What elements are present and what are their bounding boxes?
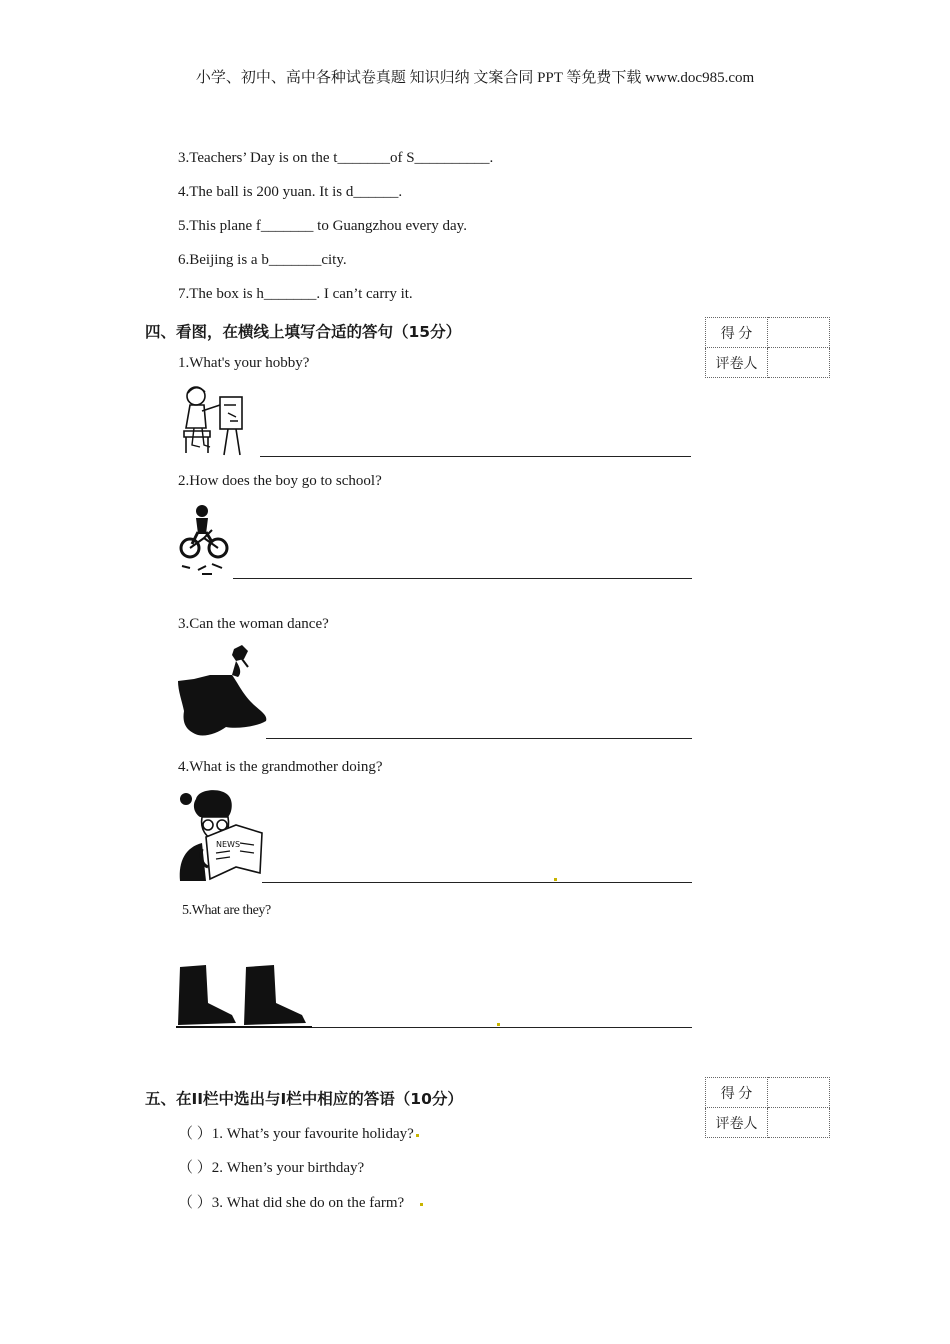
section-4-title: 四、看图，在横线上填写合适的答句（15分） xyxy=(145,323,462,341)
painting-child-image xyxy=(180,383,248,457)
answer-line-4[interactable] xyxy=(262,882,692,883)
fill-line-3: 3.Teachers’ Day is on the t_______of S__________. xyxy=(178,150,494,166)
question-4: 4.What is the grandmother doing? xyxy=(178,759,383,775)
score-label: 得 分 xyxy=(706,318,768,348)
page-header: 小学、初中、高中各种试卷真题 知识归纳 文案合同 PPT 等免费下载 www.doc985.com xyxy=(195,70,755,86)
grader-label: 评卷人 xyxy=(706,348,768,378)
fill-line-5: 5.This plane f_______ to Guangzhou every day. xyxy=(178,218,467,234)
fill-line-6: 6.Beijing is a b_______city. xyxy=(178,252,347,268)
score-cell[interactable] xyxy=(768,318,830,348)
answer-line-2[interactable] xyxy=(233,578,692,579)
boy-on-bike-image xyxy=(178,502,234,578)
speck-mark xyxy=(497,1023,500,1026)
score-label: 得 分 xyxy=(706,1078,768,1108)
grader-cell[interactable] xyxy=(768,1108,830,1138)
question-2: 2.How does the boy go to school? xyxy=(178,473,382,489)
speck-mark xyxy=(554,878,557,881)
score-cell[interactable] xyxy=(768,1078,830,1108)
match-item-1: （ ）1. What’s your favourite holiday? xyxy=(178,1126,414,1142)
svg-text:NEWS: NEWS xyxy=(216,840,241,849)
answer-line-1[interactable] xyxy=(260,456,691,457)
grandmother-reading-image xyxy=(176,787,266,883)
speck-mark xyxy=(416,1134,419,1137)
section-5-score-box xyxy=(705,1077,830,1138)
fill-line-4: 4.The ball is 200 yuan. It is d______. xyxy=(178,184,403,200)
section-5-title: 五、在II栏中选出与I栏中相应的答语（10分） xyxy=(145,1090,463,1108)
speck-mark xyxy=(420,1203,423,1206)
grader-label: 评卷人 xyxy=(706,1108,768,1138)
question-1: 1.What's your hobby? xyxy=(178,355,310,371)
dancing-woman-image xyxy=(176,645,270,737)
section-4-score-box xyxy=(705,317,830,378)
boots-image xyxy=(176,963,316,1029)
answer-line-5[interactable] xyxy=(312,1027,692,1028)
answer-line-3[interactable] xyxy=(266,738,692,739)
match-item-3: （ ）3. What did she do on the farm? xyxy=(178,1195,405,1211)
match-item-2: （ ）2. When’s your birthday? xyxy=(178,1160,365,1176)
question-5: 5.What are they? xyxy=(182,903,271,918)
grader-cell[interactable] xyxy=(768,348,830,378)
fill-line-7: 7.The box is h_______. I can’t carry it. xyxy=(178,286,413,302)
question-3: 3.Can the woman dance? xyxy=(178,616,329,632)
